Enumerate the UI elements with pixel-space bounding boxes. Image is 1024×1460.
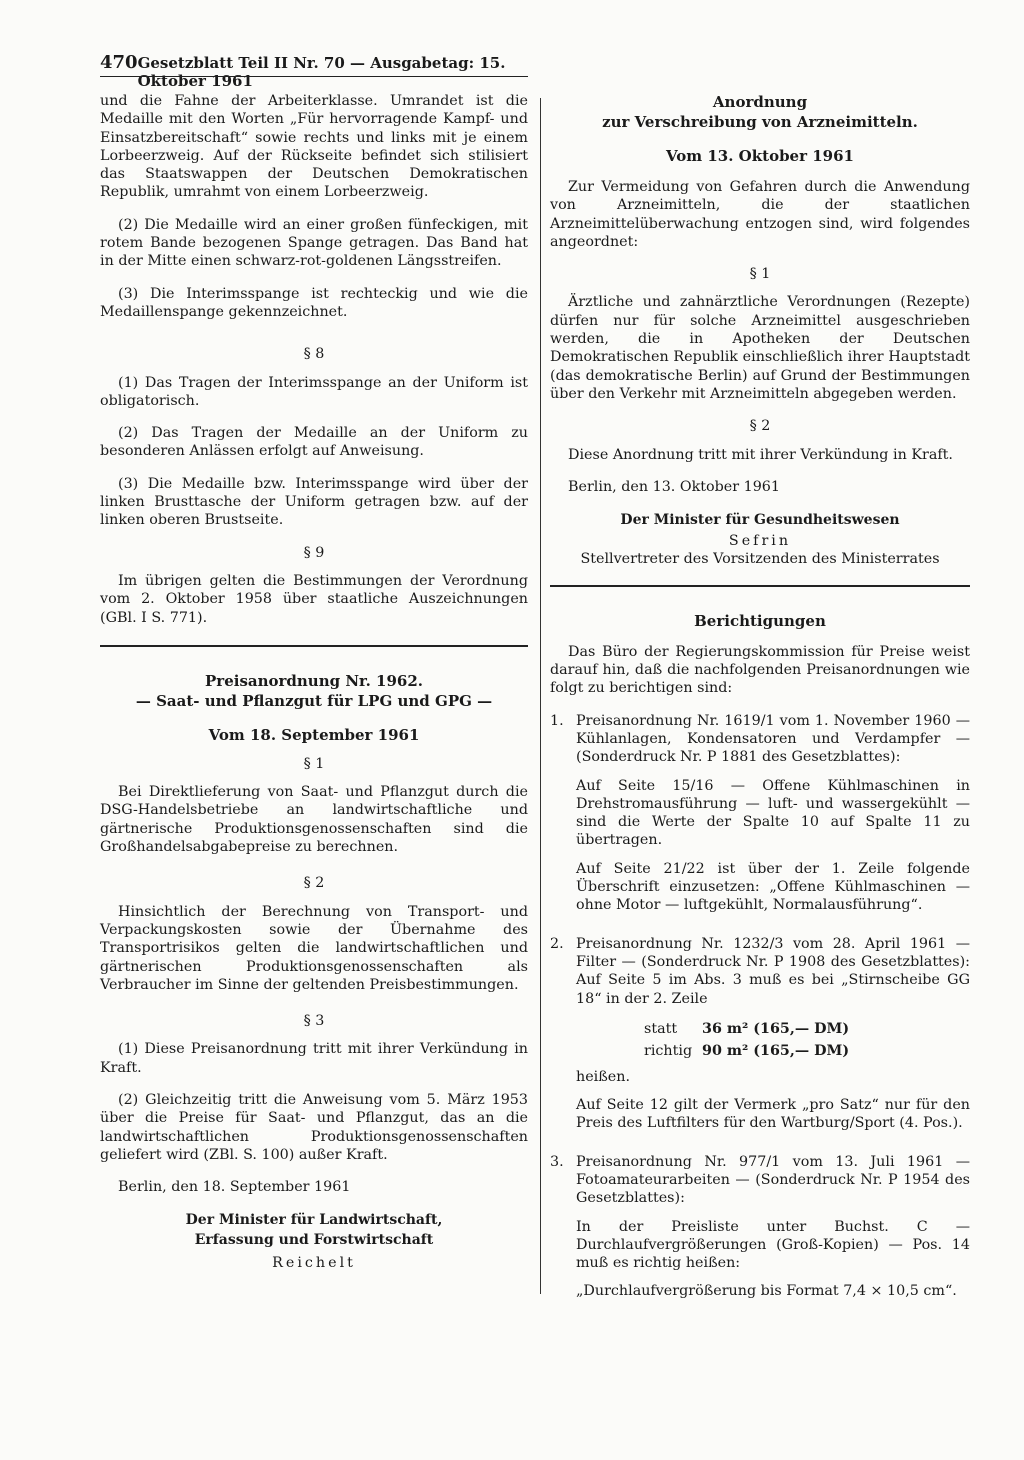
paragraph-medal-3: (3) Die Interimsspange ist rechteckig und wie die Medaillenspange gekennzeichnet.	[100, 285, 528, 320]
price-order-subtitle: — Saat- und Pflanzgut für LPG und GPG —	[135, 691, 493, 710]
correction-item	[550, 712, 970, 925]
paragraph-order-intro: Zur Vermeidung von Gefahren durch die Anwendung von Arzneimitteln, die der staatlichen Arzneimittelüberwachung entzogen sind, wird folgendes angeordnet:	[550, 179, 970, 250]
correction-text: „Durchlaufvergrößerung bis Format 7,4 × 10,5 cm“.	[576, 1283, 957, 1300]
paragraph-corrections-intro: Das Büro der Regierungskommission für Preise weist darauf hin, daß die nachfolgenden Preisanordnungen wie folgt zu berichtigen sind:	[550, 643, 970, 697]
richtig-value: 90 m² (165,— DM)	[702, 1042, 850, 1059]
pa-section-2-heading: § 2	[303, 875, 325, 892]
price-order-title: Preisanordnung Nr. 1962.	[205, 671, 423, 690]
pa-place-date: Berlin, den 18. September 1961	[118, 1179, 351, 1196]
order-place-date: Berlin, den 13. Oktober 1961	[568, 478, 781, 495]
statt-label: statt	[644, 1020, 678, 1037]
section-rule-right	[550, 585, 970, 587]
order-signatory-role: Stellvertreter des Vorsitzenden des Ministerrates	[580, 551, 940, 568]
pa-minister-line2: Erfassung und Forstwirtschaft	[194, 1232, 434, 1249]
order-date: Vom 13. Oktober 1961	[666, 147, 854, 165]
page-number: 470	[100, 52, 138, 73]
paragraph-pa-s2: Hinsichtlich der Berechnung von Transport- und Verpackungskosten sowie der Übernahme des Transportrisikos gelten die landwirtschaftlichen und gärtnerischen Produktionsgenossenschaften als Verbraucher im Sinne der geltenden Preisbestimmungen.	[100, 903, 528, 993]
statt-value: 36 m² (165,— DM)	[702, 1020, 850, 1037]
correction-text: Auf Seite 21/22 ist über der 1. Zeile folgende Überschrift einzusetzen: „Offene Kühlmaschinen — ohne Motor — luftgekühlt, Normalausführung“.	[576, 860, 970, 914]
correction-values	[644, 1018, 970, 1062]
order-section-2-heading: § 2	[749, 418, 771, 435]
correction-heading: Preisanordnung Nr. 1232/3 vom 28. April 1961 — Filter — (Sonderdruck Nr. P 1908 des Gesetzblattes): Auf Seite 5 im Abs. 3 muß es bei „Stirnscheibe GG 18“ in der 2. Zeile	[576, 935, 970, 1007]
correction-text: In der Preisliste unter Buchst. C — Durchlaufvergrößerungen (Groß-Kopien) — Pos. 14 muß es richtig heißen:	[576, 1218, 970, 1272]
correction-heading: Preisanordnung Nr. 1619/1 vom 1. November 1960 — Kühlanlagen, Kondensatoren und Verdampfer — (Sonderdruck Nr. P 1881 des Gesetzblattes):	[576, 712, 970, 766]
order-title: Anordnung	[712, 93, 808, 111]
correction-text: Auf Seite 12 gilt der Vermerk „pro Satz“ nur für den Preis des Luftfilters für den Wartburg/Sport (4. Pos.).	[576, 1097, 970, 1132]
order-minister: Der Minister für Gesundheitswesen	[620, 512, 900, 529]
header-rule	[100, 76, 528, 77]
correction-number: 2.	[550, 935, 564, 952]
paragraph-s8-2: (2) Das Tragen der Medaille an der Uniform zu besonderen Anlässen erfolgt auf Anweisung.	[100, 425, 528, 460]
paragraph-s8-1: (1) Das Tragen der Interimsspange an der Uniform ist obligatorisch.	[100, 374, 528, 409]
right-column	[550, 92, 970, 1321]
section-9-heading: § 9	[303, 544, 325, 561]
correction-heading: Preisanordnung Nr. 977/1 vom 13. Juli 1961 — Fotoamateurarbeiten — (Sonderdruck Nr. P 1954 des Gesetzblattes):	[576, 1153, 970, 1207]
paragraph-medal-2: (2) Die Medaille wird an einer großen fünfeckigen, mit rotem Bande bezogenen Spange getragen. Das Band hat in der Mitte einen schwarz-rot-goldenen Längsstreifen.	[100, 216, 528, 270]
correction-text: Auf Seite 15/16 — Offene Kühlmaschinen in Drehstromausführung — luft- und wassergekühlt — sind die Werte der Spalte 10 auf Spalte 11 zu übertragen.	[576, 777, 970, 849]
correction-item	[550, 1153, 970, 1311]
price-order-date: Vom 18. September 1961	[208, 725, 420, 744]
paragraph-s8-3: (3) Die Medaille bzw. Interimsspange wird über der linken Brusttasche der Uniform getragen bzw. auf der linken oberen Brustseite.	[100, 475, 528, 529]
pa-section-1-heading: § 1	[303, 755, 325, 772]
paragraph-order-s1: Ärztliche und zahnärztliche Verordnungen (Rezepte) dürfen nur für solche Arzneimittel ausgeschrieben werden, die in Apotheken der Deutschen Demokratischen Republik einschließlich ihrer Hauptstadt (das demokratische Berlin) auf Grund der Bestimmungen über den Verkehr mit Arzneimitteln abgegeben werden.	[550, 294, 970, 402]
order-subtitle: zur Verschreibung von Arzneimitteln.	[602, 113, 918, 131]
section-rule	[100, 645, 528, 647]
corrections-title: Berichtigungen	[694, 611, 826, 630]
order-signatory-name: Sefrin	[728, 533, 792, 550]
correction-text: heißen.	[576, 1068, 631, 1085]
pa-minister-line1: Der Minister für Landwirtschaft,	[185, 1212, 443, 1229]
richtig-label: richtig	[644, 1042, 693, 1059]
correction-item	[550, 935, 970, 1143]
gazette-title: Gesetzblatt Teil II Nr. 70 — Ausgabetag: 15. Oktober 1961	[137, 54, 506, 91]
page-header	[100, 54, 528, 91]
column-divider	[540, 98, 541, 1294]
paragraph-pa-s3-1: (1) Diese Preisanordnung tritt mit ihrer Verkündung in Kraft.	[100, 1041, 528, 1076]
correction-number: 1.	[550, 712, 564, 729]
paragraph-medal-description: und die Fahne der Arbeiterklasse. Umrandet ist die Medaille mit den Worten „Für hervorragende Kampf- und Einsatzbereitschaft“ sowie rechts und links mit je einem Lorbeerzweig. Auf der Rückseite befindet sich stilisiert das Staatswappen der Deutschen Demokratischen Republik, umrahmt von einem Lorbeerzweig.	[100, 93, 528, 201]
paragraph-order-s2: Diese Anordnung tritt mit ihrer Verkündung in Kraft.	[568, 446, 953, 463]
order-section-1-heading: § 1	[749, 266, 771, 283]
pa-signatory-name: Reichelt	[272, 1255, 356, 1272]
correction-number: 3.	[550, 1153, 564, 1170]
pa-section-3-heading: § 3	[303, 1013, 325, 1030]
paragraph-pa-s3-2: (2) Gleichzeitig tritt die Anweisung vom 5. März 1953 über die Preise für Saat- und Pflanzgut, das an die landwirtschaftlichen Produktionsgenossenschaften geliefert wird (ZBl. S. 100) außer Kraft.	[100, 1091, 528, 1163]
paragraph-s9: Im übrigen gelten die Bestimmungen der Verordnung vom 2. Oktober 1958 über staatliche Auszeichnungen (GBl. I S. 771).	[100, 572, 528, 626]
section-8-heading: § 8	[303, 346, 325, 363]
paragraph-pa-s1: Bei Direktlieferung von Saat- und Pflanzgut durch die DSG-Handelsbetriebe an landwirtschaftliche und gärtnerische Produktionsgenossenschaften sind die Großhandelsabgabepreise zu berechnen.	[100, 784, 528, 856]
left-column	[100, 92, 528, 1285]
